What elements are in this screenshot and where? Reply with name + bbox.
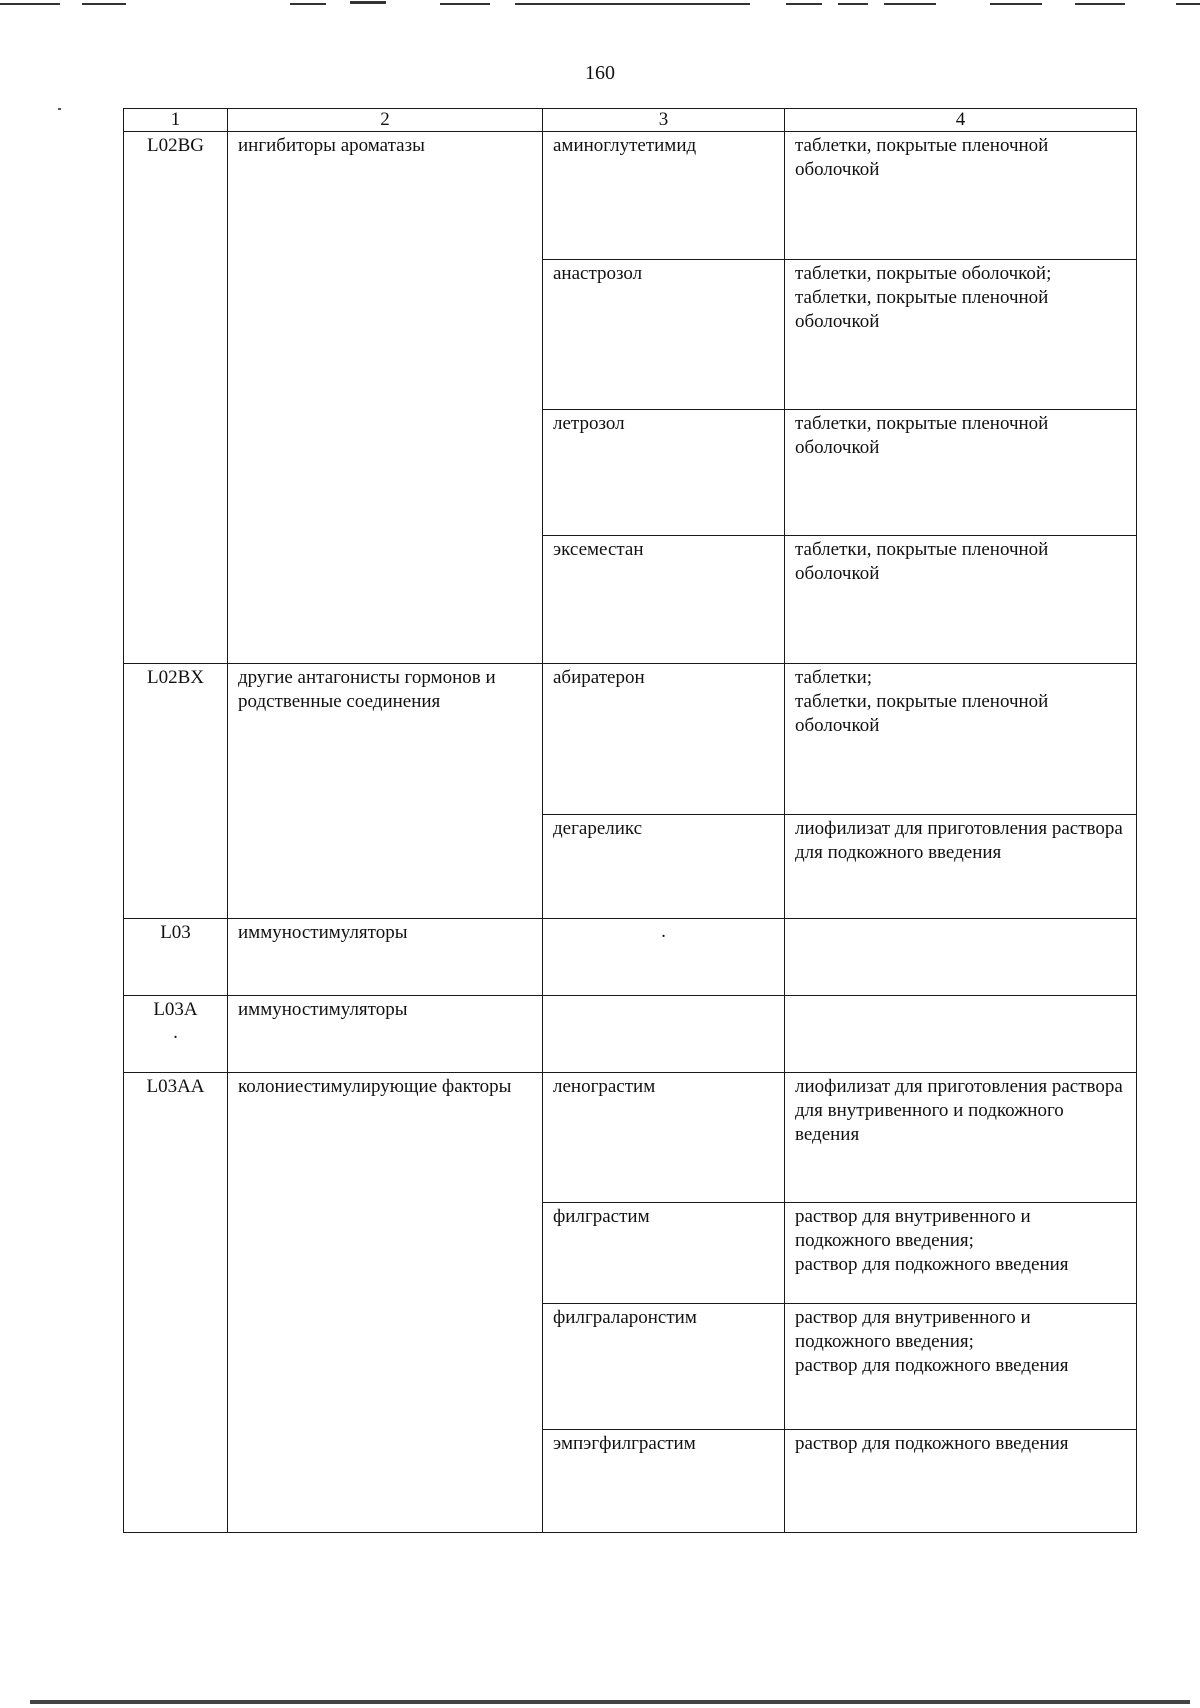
dosage-forms	[785, 996, 1137, 1073]
atc-code: L02BX	[124, 664, 228, 919]
drug-name: дегареликс	[543, 815, 785, 919]
atc-code: L03	[124, 919, 228, 996]
atc-code-text: L03A	[153, 999, 198, 1020]
table-row	[124, 664, 1137, 815]
drug-name: филграстим	[543, 1203, 785, 1304]
drug-name: абиратерон	[543, 664, 785, 815]
dosage-forms: раствор для внутривенного и подкожного введения; раствор для подкожного введения	[785, 1203, 1137, 1304]
dosage-forms: лиофилизат для приготовления раствора для подкожного введения	[785, 815, 1137, 919]
column-header-4: 4	[785, 109, 1137, 132]
dosage-forms: раствор для внутривенного и подкожного введения; раствор для подкожного введения	[785, 1304, 1137, 1430]
drug-name: эксеместан	[543, 536, 785, 664]
dosage-forms: таблетки, покрытые пленочной оболочкой	[785, 132, 1137, 260]
drug-name	[543, 919, 785, 996]
drug-name: филгралaронстим	[543, 1304, 785, 1430]
table-row	[124, 132, 1137, 260]
atc-code: L02BG	[124, 132, 228, 664]
atc-code: L03AA	[124, 1073, 228, 1533]
atc-code	[124, 996, 228, 1073]
scan-artifact-bottom	[30, 1700, 1190, 1704]
group-name: иммуностимуляторы	[228, 919, 543, 996]
drug-name: эмпэгфилграстим	[543, 1430, 785, 1533]
drug-name	[543, 996, 785, 1073]
group-name: колониестимулирующие факторы	[228, 1073, 543, 1533]
dosage-forms: таблетки, покрытые оболочкой; таблетки, покрытые пленочной оболочкой	[785, 260, 1137, 410]
drug-name: летрозол	[543, 410, 785, 536]
page-number: 160	[585, 62, 615, 84]
table-row	[124, 996, 1137, 1073]
column-header-2: 2	[228, 109, 543, 132]
column-header-3: 3	[543, 109, 785, 132]
dosage-forms: раствор для подкожного введения	[785, 1430, 1137, 1533]
drug-name: аминоглутетимид	[543, 132, 785, 260]
scan-speck	[58, 108, 61, 110]
group-name: иммуностимуляторы	[228, 996, 543, 1073]
drug-table	[123, 108, 1137, 1533]
table-body	[124, 132, 1137, 1533]
dosage-forms: таблетки; таблетки, покрытые пленочной оболочкой	[785, 664, 1137, 815]
table-row	[124, 1073, 1137, 1203]
scan-speck: ·	[660, 926, 667, 947]
dosage-forms	[785, 919, 1137, 996]
scan-speck: ·	[172, 1027, 179, 1048]
dosage-forms: таблетки, покрытые пленочной оболочкой	[785, 536, 1137, 664]
drug-name: анастрозол	[543, 260, 785, 410]
dosage-forms: лиофилизат для приготовления раствора для внутривенного и подкожного ведения	[785, 1073, 1137, 1203]
column-header-1: 1	[124, 109, 228, 132]
table-row	[124, 919, 1137, 996]
drug-name: ленограстим	[543, 1073, 785, 1203]
table-header	[124, 109, 1137, 132]
dosage-forms: таблетки, покрытые пленочной оболочкой	[785, 410, 1137, 536]
scan-artifact-top	[0, 0, 1200, 12]
group-name: ингибиторы ароматазы	[228, 132, 543, 664]
group-name: другие антагонисты гормонов и родственные соединения	[228, 664, 543, 919]
